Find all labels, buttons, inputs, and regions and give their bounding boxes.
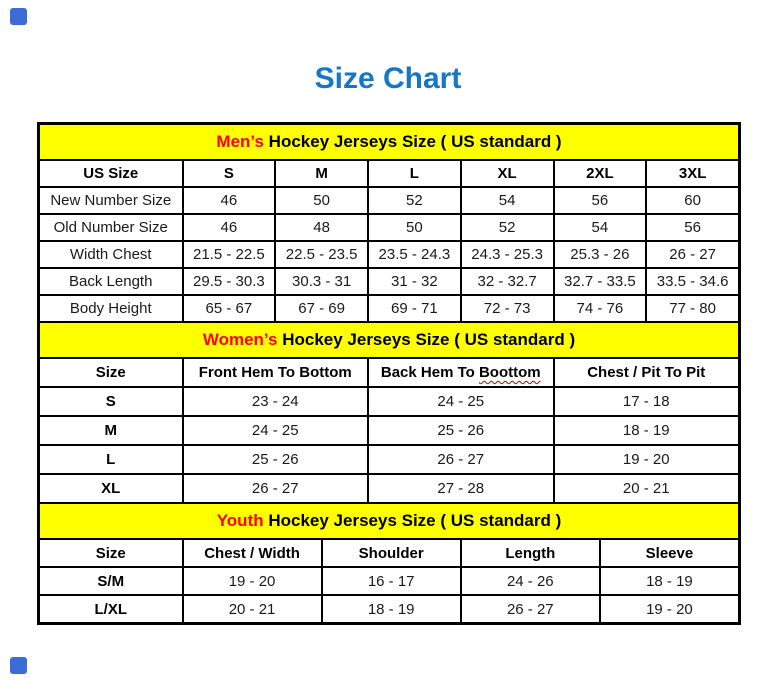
- value-cell: 21.5 - 22.5: [183, 241, 276, 268]
- row-label-cell: Back Length: [39, 268, 183, 295]
- row-label-cell: M: [39, 416, 183, 445]
- value-cell: 23.5 - 24.3: [368, 241, 461, 268]
- value-cell: 31 - 32: [368, 268, 461, 295]
- youth-section-band: [39, 503, 739, 539]
- col-header-cell: Shoulder: [322, 539, 461, 567]
- col-header-cell: Size: [39, 539, 183, 567]
- table-row: [39, 214, 739, 241]
- value-cell: 65 - 67: [183, 295, 276, 322]
- value-cell: 48: [275, 214, 368, 241]
- col-header-text: Back Hem To: [380, 364, 479, 381]
- youth-section-title-highlight: Youth: [216, 511, 264, 530]
- womens-size-table: [38, 321, 740, 504]
- row-label-cell: New Number Size: [39, 187, 183, 214]
- table-row: [39, 474, 739, 503]
- table-row: [39, 387, 739, 416]
- value-cell: 25 - 26: [368, 416, 554, 445]
- mens-section-title-rest: Hockey Jerseys Size ( US standard ): [263, 132, 562, 151]
- value-cell: 18 - 19: [600, 567, 739, 595]
- womens-section-band: [39, 322, 739, 358]
- col-header-cell: [368, 358, 554, 387]
- value-cell: 74 - 76: [554, 295, 647, 322]
- value-cell: 56: [646, 214, 739, 241]
- value-cell: 24.3 - 25.3: [461, 241, 554, 268]
- value-cell: 60: [646, 187, 739, 214]
- womens-section-title: [39, 322, 739, 358]
- value-cell: 32 - 32.7: [461, 268, 554, 295]
- youth-header-row: [39, 539, 739, 567]
- row-label-cell: Width Chest: [39, 241, 183, 268]
- mens-size-table: [38, 123, 740, 323]
- table-row: [39, 187, 739, 214]
- table-row: [39, 567, 739, 595]
- col-header-cell: 2XL: [554, 160, 647, 187]
- table-row: [39, 595, 739, 623]
- value-cell: 25.3 - 26: [554, 241, 647, 268]
- value-cell: 24 - 25: [183, 416, 369, 445]
- value-cell: 54: [554, 214, 647, 241]
- value-cell: 46: [183, 187, 276, 214]
- col-header-cell: US Size: [39, 160, 183, 187]
- value-cell: 25 - 26: [183, 445, 369, 474]
- row-label-cell: Body Height: [39, 295, 183, 322]
- value-cell: 29.5 - 30.3: [183, 268, 276, 295]
- blue-square-marker-icon: [10, 657, 27, 674]
- value-cell: 46: [183, 214, 276, 241]
- value-cell: 19 - 20: [554, 445, 740, 474]
- value-cell: 54: [461, 187, 554, 214]
- blue-square-marker-icon: [10, 8, 27, 25]
- mens-section-title-highlight: Men’s: [216, 132, 264, 151]
- table-row: [39, 295, 739, 322]
- value-cell: 52: [461, 214, 554, 241]
- table-row: [39, 241, 739, 268]
- value-cell: 77 - 80: [646, 295, 739, 322]
- youth-section-title: [39, 503, 739, 539]
- col-header-cell: XL: [461, 160, 554, 187]
- value-cell: 32.7 - 33.5: [554, 268, 647, 295]
- value-cell: 33.5 - 34.6: [646, 268, 739, 295]
- value-cell: 56: [554, 187, 647, 214]
- mens-section-band: [39, 124, 739, 160]
- col-header-cell: S: [183, 160, 276, 187]
- womens-header-row: [39, 358, 739, 387]
- value-cell: 69 - 71: [368, 295, 461, 322]
- value-cell: 20 - 21: [554, 474, 740, 503]
- value-cell: 50: [275, 187, 368, 214]
- womens-section-title-highlight: Women’s: [202, 330, 278, 349]
- row-label-cell: L: [39, 445, 183, 474]
- value-cell: 22.5 - 23.5: [275, 241, 368, 268]
- value-cell: 26 - 27: [183, 474, 369, 503]
- value-cell: 20 - 21: [183, 595, 322, 623]
- col-header-cell: Chest / Pit To Pit: [554, 358, 740, 387]
- col-header-cell: Chest / Width: [183, 539, 322, 567]
- value-cell: 19 - 20: [183, 567, 322, 595]
- col-header-cell: L: [368, 160, 461, 187]
- value-cell: 24 - 26: [461, 567, 600, 595]
- row-label-cell: S/M: [39, 567, 183, 595]
- youth-section-title-rest: Hockey Jerseys Size ( US standard ): [263, 511, 562, 530]
- misspelled-word-squiggle: Boottom: [478, 364, 541, 381]
- col-header-cell: Size: [39, 358, 183, 387]
- value-cell: 26 - 27: [368, 445, 554, 474]
- size-chart: [37, 122, 741, 625]
- value-cell: 50: [368, 214, 461, 241]
- col-header-cell: Length: [461, 539, 600, 567]
- mens-header-row: [39, 160, 739, 187]
- col-header-cell: M: [275, 160, 368, 187]
- col-header-cell: Front Hem To Bottom: [183, 358, 369, 387]
- value-cell: 18 - 19: [554, 416, 740, 445]
- value-cell: 67 - 69: [275, 295, 368, 322]
- table-row: [39, 416, 739, 445]
- value-cell: 52: [368, 187, 461, 214]
- value-cell: 24 - 25: [368, 387, 554, 416]
- col-header-cell: 3XL: [646, 160, 739, 187]
- value-cell: 27 - 28: [368, 474, 554, 503]
- value-cell: 18 - 19: [322, 595, 461, 623]
- value-cell: 23 - 24: [183, 387, 369, 416]
- row-label-cell: L/XL: [39, 595, 183, 623]
- table-row: [39, 445, 739, 474]
- value-cell: 30.3 - 31: [275, 268, 368, 295]
- row-label-cell: S: [39, 387, 183, 416]
- row-label-cell: Old Number Size: [39, 214, 183, 241]
- page-title: Size Chart: [314, 62, 462, 95]
- mens-section-title: [39, 124, 739, 160]
- value-cell: 26 - 27: [461, 595, 600, 623]
- row-label-cell: XL: [39, 474, 183, 503]
- youth-size-table: [38, 502, 740, 624]
- table-row: [39, 268, 739, 295]
- value-cell: 19 - 20: [600, 595, 739, 623]
- womens-section-title-rest: Hockey Jerseys Size ( US standard ): [277, 330, 576, 349]
- value-cell: 16 - 17: [322, 567, 461, 595]
- value-cell: 72 - 73: [461, 295, 554, 322]
- value-cell: 26 - 27: [646, 241, 739, 268]
- value-cell: 17 - 18: [554, 387, 740, 416]
- col-header-cell: Sleeve: [600, 539, 739, 567]
